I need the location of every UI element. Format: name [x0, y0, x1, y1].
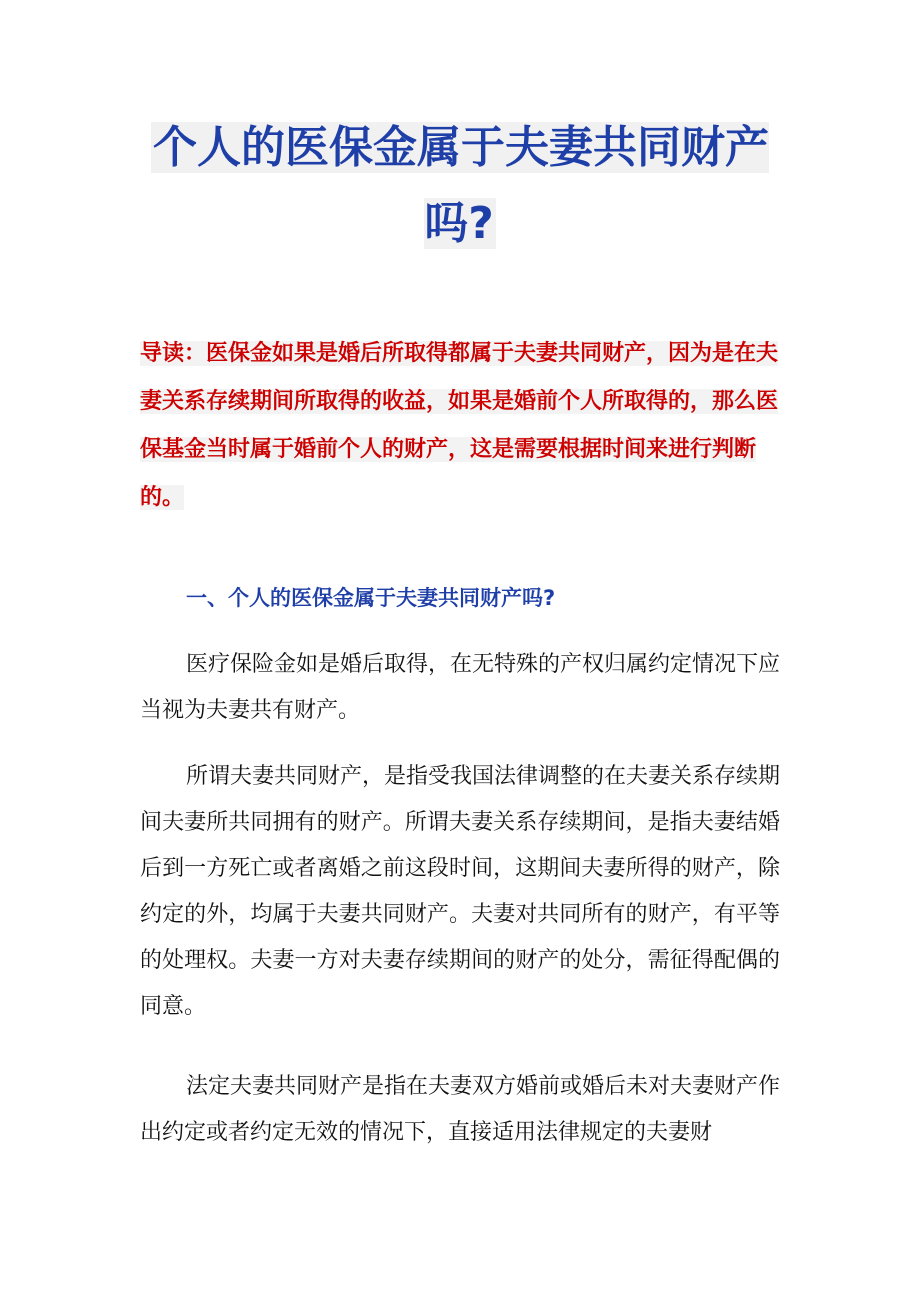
body-paragraph-2: 所谓夫妻共同财产，是指受我国法律调整的在夫妻关系存续期间夫妻所共同拥有的财产。所谓夫妻关系存续期间，是指夫妻结婚后到一方死亡或者离婚之前这段时间，这期间夫妻所得的财产，除约定的外，均属于夫妻共同财产。夫妻对共同所有的财产，有平等的处理权。夫妻一方对夫妻存续期间的财产的处分，需征得配偶的同意。	[140, 764, 781, 1019]
page-title	[140, 110, 780, 262]
lead-summary	[140, 330, 780, 522]
section-heading: 一、个人的医保金属于夫妻共同财产吗?	[186, 586, 556, 610]
body-paragraph-3: 法定夫妻共同财产是指在夫妻双方婚前或婚后未对夫妻财产作出约定或者约定无效的情况下，直接适用法律规定的夫妻财	[140, 1074, 781, 1145]
body-paragraph-1: 医疗保险金如是婚后取得，在无特殊的产权归属约定情况下应当视为夫妻共有财产。	[140, 652, 781, 723]
lead-summary-text: 导读：医保金如果是婚后所取得都属于夫妻共同财产，因为是在夫妻关系存续期间所取得的收益，如果是婚前个人所取得的，那么医保基金当时属于婚前个人的财产，这是需要根据时间来进行判断的。	[140, 341, 779, 510]
page-title-text: 个人的医保金属于夫妻共同财产吗?	[153, 122, 769, 249]
